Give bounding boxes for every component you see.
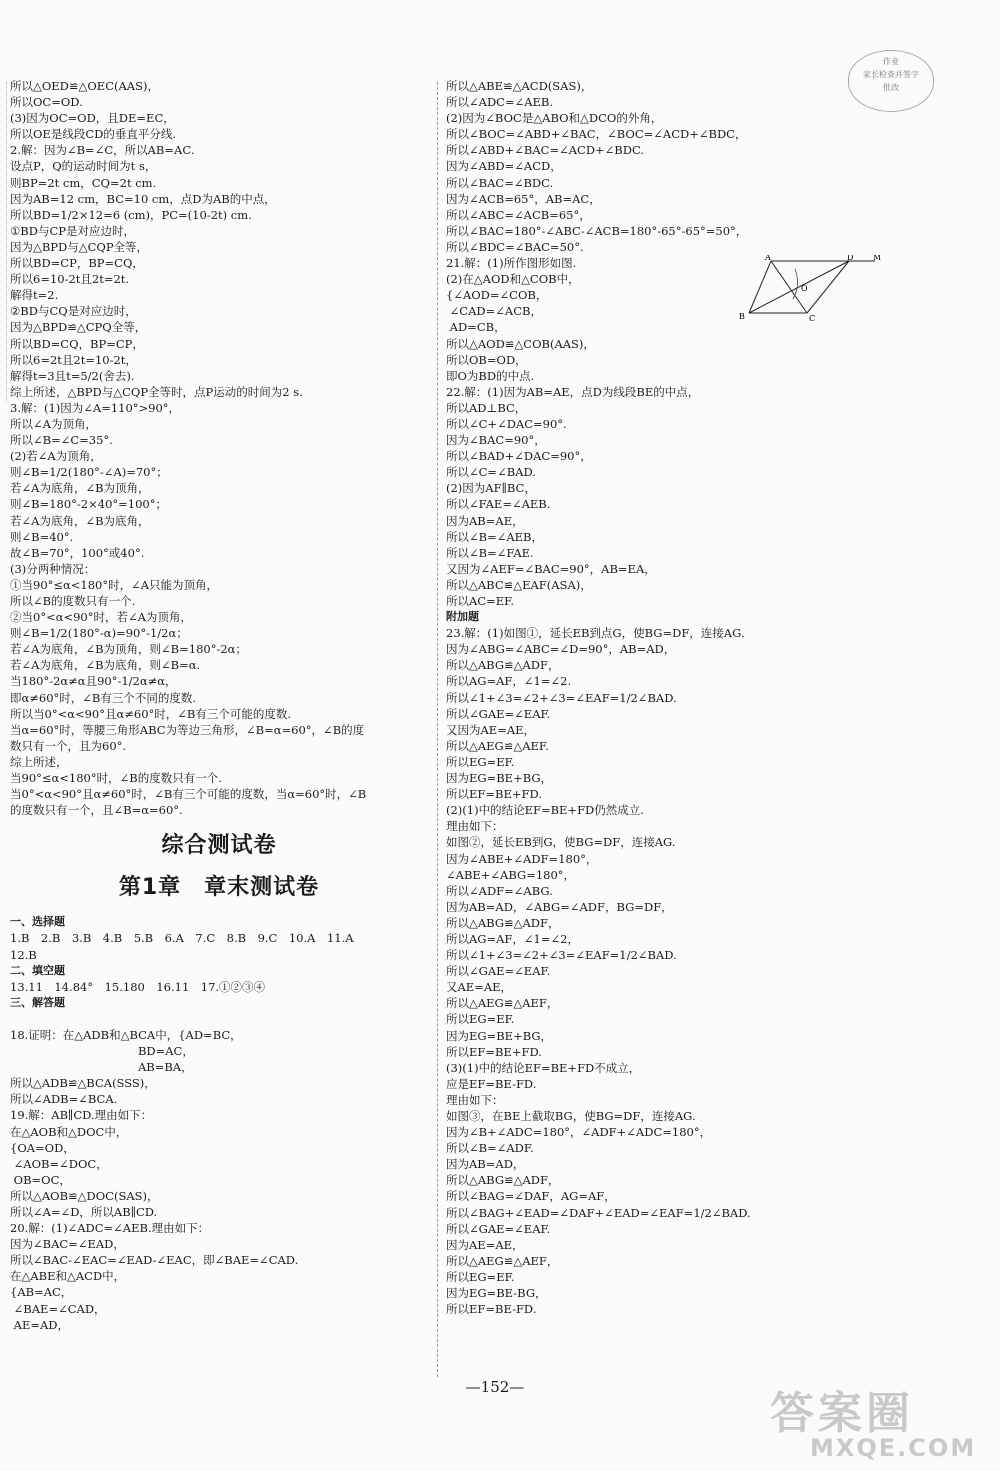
answer-line: 则∠B=1/2(180°-∠A)=70°； <box>10 465 168 480</box>
answer-line: 所以∠BDC=∠BAC=50°. <box>446 239 584 254</box>
answer-line: 所以∠B=∠C=35°. <box>10 433 113 448</box>
answer-line: 所以∠ABC=∠ACB=65°， <box>446 207 591 222</box>
answer-line: 因为∠ABG=∠ABC=∠D=90°，AB=AD， <box>446 642 676 657</box>
question-type-heading: 二、填空题 <box>10 963 65 977</box>
answer-line: 所以EG=EF. <box>446 754 515 769</box>
answer-line: 所以EG=EF. <box>446 1012 515 1027</box>
answer-line: 所以EF=BE-FD. <box>446 1302 537 1317</box>
answer-line: 所以∠C+∠DAC=90°. <box>446 416 567 431</box>
answer-line: 18.证明：在△ADB和△BCA中，{AD=BC， <box>10 1027 242 1042</box>
answer-line: 即O为BD的中点. <box>446 368 535 383</box>
answer-line: 所以AD⊥BC， <box>446 400 527 415</box>
answer-line: 因为EG=BE+BG， <box>446 1028 553 1043</box>
answer-line: 所以当0°<α<90°且α≠60°时，∠B有三个可能的度数. <box>10 706 292 721</box>
answer-line: 理由如下： <box>446 819 504 834</box>
answer-line: 应是EF=BE-FD. <box>446 1076 537 1091</box>
answer-line: 所以∠ABD+∠BAC=∠ACD+∠BDC. <box>446 143 645 158</box>
answer-line: 因为△BPD与△CQP全等， <box>10 239 149 254</box>
answer-line: 12.B <box>10 947 37 962</box>
answer-line: 则∠B=40°. <box>10 529 74 544</box>
answer-line: 所以∠A为顶角， <box>10 416 97 431</box>
answer-line: 所以△AOD≌△COB(AAS)， <box>446 336 595 351</box>
answer-line: 因为∠BAC=∠EAD， <box>10 1237 125 1252</box>
answer-line: 因为AB=12 cm，BC=10 cm，点D为AB的中点， <box>10 191 276 206</box>
answer-line: 所以△OED≌△OEC(AAS)， <box>10 79 159 93</box>
answer-line: 当180°-2α≠α且90°-1/2α≠α， <box>10 674 177 689</box>
answer-line: (2)因为AF∥BC， <box>446 481 536 496</box>
answer-line: 所以∠ADC=∠AEB. <box>446 95 554 110</box>
answer-line: 如图③，在BE上截取BG，使BG=DF，连接AG. <box>446 1109 696 1123</box>
answer-line: 所以△ABG≌△ADF， <box>446 658 560 673</box>
answer-line: 所以∠C=∠BAD. <box>446 465 536 480</box>
answer-line: 所以BD=CP，BP=CQ， <box>10 256 144 271</box>
geometry-figure <box>735 255 885 323</box>
answer-line: AB=BA， <box>10 1060 193 1075</box>
page-number: —152— <box>465 1378 525 1396</box>
answer-line: 因为∠BAC=90°， <box>446 433 546 448</box>
answer-line: 因为∠B+∠ADC=180°，∠ADF+∠ADC=180°， <box>446 1125 712 1140</box>
figure-label-b: B <box>739 312 745 321</box>
answer-line: 所以BD=CQ，BP=CP， <box>10 336 144 351</box>
answer-line: 所以EF=BE+FD. <box>446 787 542 802</box>
answer-line: (2)在△AOD和△COB中， <box>446 272 580 287</box>
answer-line: 因为∠ABE+∠ADF=180°， <box>446 851 598 866</box>
answer-line: ∠CAD=∠ACB， <box>446 304 542 319</box>
answer-line: 所以∠B的度数只有一个. <box>10 594 136 608</box>
answer-line: (3)(1)中的结论EF=BE+FD不成立， <box>446 1060 641 1075</box>
answer-line: 当α=60°时，等腰三角形ABC为等边三角形，∠B=α=60°，∠B的度 <box>10 722 365 737</box>
chapter-heading: 第1章 章末测试卷 <box>118 875 320 901</box>
answer-line: {∠AOD=∠COB， <box>446 288 548 303</box>
column-divider <box>437 82 438 1377</box>
answer-line: 如图②，延长EB到G，使BG=DF，连接AG. <box>446 835 676 850</box>
stamp-line1: 作业 <box>883 57 899 66</box>
answer-line: AD=CB， <box>446 320 506 335</box>
question-type-heading: 一、选择题 <box>10 915 65 929</box>
answer-line: 解得t=3且t=5/2(舍去). <box>10 368 135 383</box>
answer-line: 若∠A为底角，∠B为底角，则∠B=α. <box>10 658 201 673</box>
stamp-line2: 家长检查并签字 <box>863 70 919 79</box>
answer-line: 在△ABE和△ACD中， <box>10 1269 126 1284</box>
answer-line: 所以BD=1/2×12=6 (cm)，PC=(10-2t) cm. <box>10 207 252 222</box>
answer-line: BD=AC， <box>10 1044 194 1059</box>
answer-line: 因为AB=AD， <box>446 1157 525 1172</box>
answer-line: AE=AD， <box>10 1317 70 1332</box>
answer-line: 设点P，Q的运动时间为t s， <box>10 159 157 174</box>
answer-line: 数只有一个，且为60°. <box>10 738 127 753</box>
answer-line: 所以△ABG≌△ADF， <box>446 915 560 930</box>
answer-line: 的度数只有一个，且∠B=α=60°. <box>10 803 183 818</box>
answer-line: ∠AOB=∠DOC， <box>10 1156 108 1171</box>
figure-line-cd <box>807 261 849 313</box>
answer-line: 所以∠B=∠AEB， <box>446 529 544 544</box>
answer-line: 所以6=10-2t且2t=2t. <box>10 272 130 287</box>
answer-line: 因为AE=AE， <box>446 1237 524 1252</box>
answer-line: ∠BAE=∠CAD， <box>10 1301 106 1316</box>
answer-line: OB=OC， <box>10 1172 71 1187</box>
answer-line: 1.B 2.B 3.B 4.B 5.B 6.A 7.C 8.B 9.C 10.A 11.A <box>10 931 354 946</box>
answer-line: ①BD与CP是对应边时， <box>10 223 136 238</box>
answer-line: 所以△AEG≌△AEF， <box>446 1253 559 1268</box>
answer-line: 若∠A为底角，∠B为底角， <box>10 513 150 528</box>
section-heading: 综合测试卷 <box>161 833 277 859</box>
answer-line: 因为AB=AE， <box>446 513 524 528</box>
answer-line: 又因为AE=AE， <box>446 722 536 737</box>
answer-line: (2)因为∠BOC是△ABO和△DCO的外角， <box>446 111 663 126</box>
answer-line <box>10 1011 428 1027</box>
watermark-url: MXQE.COM <box>810 1434 977 1462</box>
answer-line: 又因为∠AEF=∠BAC=90°，AB=EA， <box>446 561 656 576</box>
answer-line: 所以∠BAC=∠BDC. <box>446 175 554 190</box>
answer-line: 所以∠BAC=180°-∠ABC-∠ACB=180°-65°-65°=50°， <box>446 223 748 238</box>
answer-line: 所以∠BAG+∠EAD=∠DAF+∠EAD=∠EAF=1/2∠BAD. <box>446 1205 751 1220</box>
answer-line: {OA=OD， <box>10 1140 75 1155</box>
figure-line-ab <box>749 261 771 313</box>
answer-line: 21.解：(1)所作图形如图. <box>446 256 577 271</box>
answer-line: (3)因为OC=OD，且DE=EC， <box>10 111 175 126</box>
answer-line: 所以△AOB≌△DOC(SAS)， <box>10 1188 159 1203</box>
answer-line: 若∠A为底角，∠B为顶角， <box>10 481 150 496</box>
answer-line: 所以AC=EF. <box>446 594 514 608</box>
answer-line: 解得t=2. <box>10 288 59 303</box>
answer-line: (3)分两种情况： <box>10 561 96 576</box>
answer-line: 又AE=AE， <box>446 980 513 995</box>
answer-line: 所以∠BOC=∠ABD+∠BAC，∠BOC=∠ACD+∠BDC， <box>446 127 747 142</box>
answer-line: 理由如下： <box>446 1092 504 1107</box>
answer-line: 所以AG=AF，∠1=∠2. <box>446 674 572 689</box>
answer-line: ②当0°<α<90°时，若∠A为顶角， <box>10 610 192 625</box>
answer-line: ∠ABE+∠ABG=180°， <box>446 867 576 882</box>
answer-line: 当90°≤α<180°时，∠B的度数只有一个. <box>10 771 222 786</box>
answer-line: (2)(1)中的结论EF=BE+FD仍然成立. <box>446 803 644 818</box>
answer-line: 则∠B=1/2(180°-α)=90°-1/2α； <box>10 626 188 641</box>
figure-label-o: O <box>801 284 808 293</box>
answer-line: 则∠B=180°-2×40°=100°； <box>10 497 167 512</box>
stamp-line3: 批改 <box>883 83 899 92</box>
answer-line: 所以△AEG≌△AEF. <box>446 738 549 753</box>
answer-line: 即α≠60°时，∠B有三个不同的度数. <box>10 690 197 705</box>
left-column <box>10 78 428 1333</box>
answer-line: 因为EG=BE-BG， <box>446 1286 547 1301</box>
answer-line: 3.解：(1)因为∠A=110°>90°， <box>10 400 181 415</box>
answer-line: 所以AG=AF，∠1=∠2， <box>446 931 579 946</box>
answer-line: 2.解：因为∠B=∠C，所以AB=AC. <box>10 143 195 158</box>
answer-line: 所以∠B=∠FAE. <box>446 545 534 560</box>
answer-line: 故∠B=70°，100°或40°. <box>10 545 145 560</box>
answer-line: 20.解：(1)∠ADC=∠AEB.理由如下： <box>10 1221 210 1236</box>
watermark-logo-text: 答案圈 <box>770 1388 914 1439</box>
answer-line: 所以∠GAE=∠EAF. <box>446 964 551 979</box>
answer-line: 当0°<α<90°且α≠60°时，∠B有三个可能的度数，当α=60°时，∠B <box>10 787 367 802</box>
answer-line: 所以∠ADF=∠ABG. <box>446 883 553 898</box>
answer-line: 所以∠FAE=∠AEB. <box>446 497 551 512</box>
figure-label-d: D <box>847 255 854 262</box>
answer-line: 22.解：(1)因为AB=AE，点D为线段BE的中点， <box>446 384 700 399</box>
answer-line: 若∠A为底角，∠B为顶角，则∠B=180°-2α； <box>10 642 247 657</box>
answer-line: 所以∠A=∠D，所以AB∥CD. <box>10 1205 158 1219</box>
answer-line: 所以△ADB≌△BCA(SSS)， <box>10 1076 156 1091</box>
figure-label-a: A <box>765 255 771 262</box>
bonus-heading: 附加题 <box>446 610 479 624</box>
watermark <box>770 1390 980 1465</box>
figure-label-m: M <box>873 255 882 262</box>
answer-line: 综上所述，△BPD与△CQP全等时，点P运动的时间为2 s. <box>10 384 303 399</box>
question-type-heading: 三、解答题 <box>10 995 65 1009</box>
answer-line: 则BP=2t cm，CQ=2t cm. <box>10 175 157 190</box>
answer-line: 所以△ABC≌△EAF(ASA)， <box>446 577 592 592</box>
answer-line: ②BD与CQ是对应边时， <box>10 304 137 319</box>
answer-line: 所以6=2t且2t=10-2t， <box>10 352 137 367</box>
answer-line: (2)若∠A为顶角， <box>10 449 102 464</box>
answer-line: 因为EG=BE+BG， <box>446 771 553 786</box>
answer-line: 19.解：AB∥CD.理由如下： <box>10 1108 153 1123</box>
answer-line: 因为∠ABD=∠ACD， <box>446 159 562 174</box>
answer-line: 23.解：(1)如图①，延长EB到点G，使BG=DF，连接AG. <box>446 626 745 641</box>
answer-line: 所以OC=OD. <box>10 95 83 110</box>
answer-line: 所以△AEG≌△AEF， <box>446 996 559 1011</box>
answer-line: 所以∠1+∠3=∠2+∠3=∠EAF=1/2∠BAD. <box>446 948 677 963</box>
answer-line: 因为∠ACB=65°，AB=AC， <box>446 191 601 206</box>
answer-line: ①当90°≤α<180°时，∠A只能为顶角， <box>10 577 219 592</box>
answer-line: 所以∠BAG=∠DAF，AG=AF， <box>446 1189 616 1204</box>
left-margin-rule <box>6 82 7 402</box>
figure-label-c: C <box>809 314 816 323</box>
answer-line: 所以∠1+∠3=∠2+∠3=∠EAF=1/2∠BAD. <box>446 690 677 705</box>
answer-line: 在△AOB和△DOC中， <box>10 1124 128 1139</box>
answer-line: 综上所述， <box>10 754 68 769</box>
answer-line: 所以△ABE≌△ACD(SAS)， <box>446 79 593 93</box>
answer-line: 所以EG=EF. <box>446 1269 515 1284</box>
answer-line: 所以∠GAE=∠EAF. <box>446 1221 551 1236</box>
answer-line: {AB=AC， <box>10 1285 73 1300</box>
answer-line: 所以EF=BE+FD. <box>446 1044 542 1059</box>
answer-line: 所以∠GAE=∠EAF. <box>446 706 551 721</box>
figure-line-bd <box>749 261 849 313</box>
answer-line: 13.11 14.84° 15.180 16.11 17.①②③④ <box>10 979 266 994</box>
answer-line: 所以△ABG≌△ADF， <box>446 1173 560 1188</box>
answer-line: 所以OE是线段CD的垂直平分线. <box>10 127 176 142</box>
answer-line: 所以∠BAC-∠EAC=∠EAD-∠EAC，即∠BAE=∠CAD. <box>10 1253 299 1268</box>
answer-line: 因为△BPD≌△CPQ全等， <box>10 320 147 335</box>
answer-line: 所以OB=OD， <box>446 352 527 367</box>
answer-line: 所以∠B=∠ADF. <box>446 1141 534 1156</box>
answer-line: 所以∠BAD+∠DAC=90°， <box>446 449 592 464</box>
answer-line: 所以∠ADB=∠BCA. <box>10 1092 118 1107</box>
answer-line: 因为AB=AD，∠ABG=∠ADF，BG=DF， <box>446 899 673 914</box>
